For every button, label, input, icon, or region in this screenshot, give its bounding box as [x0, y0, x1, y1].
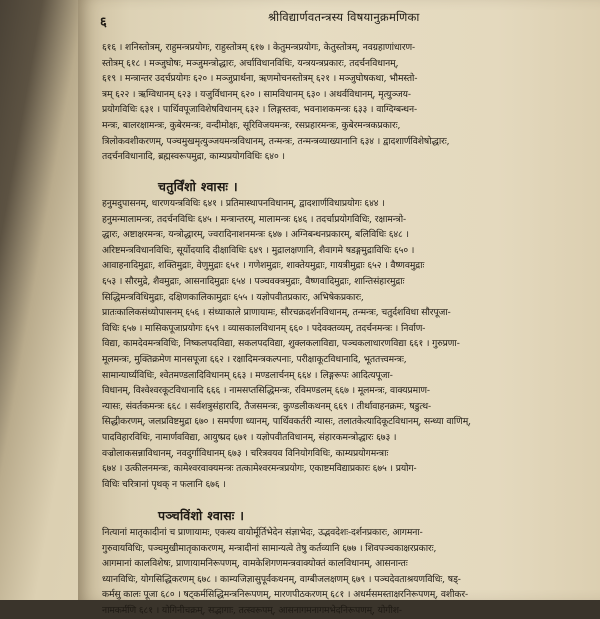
text-line: न्यासः, संवर्तकमन्त्रः ६६८ । सर्वशत्रुसंहारादि, तैजसमन्त्रः, कुण्डलीकथनम् ६६९ । तीर्थावाहनक्रमः, षडुत्थ-: [102, 400, 432, 412]
text-line: ६१६ । शनिस्तोत्रम्, राहुमन्त्रप्रयोगः, राहुस्तोत्रम् ६१७ । केतुमन्त्रप्रयोगः, केतुस्तोत्रम्, नवग्रहाणांधारण-: [102, 42, 416, 53]
text-line: अरिष्टमन्त्रविधानविधिः, सूर्योदयादि दीक्षाविधिः ६४९ । मुद्रालक्षणानि, शैवागमे षडङ्गमुद्राविधिः ६५० ।: [102, 244, 415, 256]
text-line: गुरुवायविधिः, पञ्चमुखीमातृकाकरणम्, मन्त्रादीनां सामान्यत्वे तेषु कर्तव्यानि ६७७ । शिवपञ्चकाक्षरप्रकारः,: [102, 542, 437, 554]
text-line: स्तोत्रम् ६१८ । मञ्जुघोषः, मञ्जुमन्त्रोद्धारः, अर्चाविधानविधिः, यन्त्रयन्त्रप्रकारः, तदर्चनविधानम्,: [102, 57, 399, 69]
text-line: प्रातःकालिकसंध्योपासनम् ६५६ । संध्याकाले प्राणायामः, सौरचक्रदर्शनविधानम्, तन्मन्त्रः, चतुर्दशविधा सौरपूजा-: [102, 307, 451, 319]
section-heading-25: पञ्चविंशो श्वासः ।: [158, 508, 245, 523]
text-line: सिद्धिमन्त्रविधिमुद्राः, दक्षिणकालिकामुद्राः ६५५ । यज्ञोपवीतप्रकारः, अभिषेकप्रकारः,: [102, 291, 364, 303]
text-line: नित्यानां मातृकादीनां च प्राणायामः, एकस्य वायोर्मूर्तिभेदेन संज्ञाभेदः, उद्भवदेशः-दर्शनप्रकारः, आगमना-: [102, 527, 423, 538]
text-line: सिद्धीकरणम्, जलप्रविष्टमुद्रा ६७० । समर्पणा ध्यानम्, पार्थिवकर्तरी न्यासः, तलातकेत्यादिकूटविधानम्, सन्ध्या वाणिम्,: [102, 416, 471, 428]
text-line: आगमानां कालविशेषः, प्राणायामनिरूपणम्, वामकेशिगणमन्त्रवाक्योक्तं कालविधानम्, आसनान्तः: [102, 558, 408, 570]
text-line: प्रयोगविधिः ६३१ । पार्थिवपूजाविशेषविधानम् ६३२ । लिङ्गस्तवः, भवनाशकमन्त्रः ६३३ । वाग्दिग्बन्धन-: [102, 104, 417, 116]
text-line: हनुमदुपासनम्, धारणयन्त्रविधिः ६४१ । प्रतिमास्थापनविधानम्, द्वादशार्णविधाप्रयोगः ६४४ ।: [102, 198, 385, 209]
text-line: विधिः चरित्रानां पृथक् न फलानि ६७६ ।: [102, 478, 226, 490]
section-24-text: [102, 196, 586, 492]
text-line: ध्यानविधिः, योगसिद्धिकरणम् ६७८ । काम्यजिज्ञासुपूर्वकथनम्, वाग्बीजलक्षणम् ६७९ । पञ्चदेवताश्रयणविधिः, षड्-: [102, 573, 461, 585]
text-line: मूलमन्त्रः, मुक्तिक्रमेण मानसपूजा ६६२ । रक्षादिमन्त्रकल्पनाः, परीक्षाकूटविधानादि, भूततत्त्वमन्त्रः,: [102, 353, 407, 365]
text-line: मन्त्रः, बालरक्षामन्त्रः, कुबेरमन्त्रः, वन्दीमोक्षः, सूरिविजयमन्त्रः, रसप्रहारमन्त्रः, कुबेरमन्त्रकप्रकारः,: [102, 119, 401, 131]
text-line: द्धारः, अष्टाक्षरमन्त्रः, यन्त्रोद्धारम्, ज्वरादिनाशनमन्त्रः ६४७ । अग्निबन्धनप्रकारम्, बलिविधिः ६४८ ।: [102, 229, 409, 241]
text-line: ६७४ । उत्कीलनमन्त्रः, कामेश्वरवाक्यमन्त्रः तत्कामेश्वरमन्त्रप्रयोगः, एकाष्टमविद्याप्रकारः ६७५ । प्रयोग-: [102, 463, 417, 475]
text-line: विधिः ६५७ । मासिकपूजाप्रयोगः ६५९ । व्यासकालविधानम् ६६० । पदेवक्तव्यम्, तदर्चनमन्त्रः । निर्वाण-: [102, 322, 426, 334]
text-line: त्रम् ६२२ । ऋग्विधानम् ६२३ । यजुर्विधानम् ६२० । सामविधानम् ६३० । अथर्वविधानम्, मृत्युञ्जय-: [102, 88, 411, 100]
section-25-text: [102, 525, 586, 619]
text-line: विद्या, कामदेवमन्त्रविधिः, निष्कलपदविद्या, सकलपदविद्या, शुक्लकलाविद्या, पञ्चकलाधारणविद्या ६६१ । गुरुप्रणा-: [102, 338, 460, 350]
text-line: पादविहारविधिः, नामार्णवविद्या, आयुष्प्रद ६७१ । यज्ञोपवीतविधानम्, संहारकमन्त्रोद्धारः ६७३ ।: [102, 431, 397, 443]
text-line: तदर्चनविधानादि, ब्रह्मस्वरूपमुद्रा, काम्यप्रयोगविधिः ६४० ।: [102, 151, 285, 163]
text-line: कर्मसु कालः पूजा ६८० । षट्कर्मसिद्धिमन्त्रनिरूपणम्, मारणपीठकरणम् ६८१ । अधर्मसमस्ताक्षरनिरूपणम्, वशीकर-: [102, 589, 468, 601]
text-line: ६१९ । मन्त्रान्तर उदर्चप्रयोगः ६२० । मञ्जुप्रार्थना, ऋणमोचनस्तोत्रम् ६२१ । मञ्जुघोषकथा, भौमस्तो-: [102, 73, 418, 85]
book-page: [78, 0, 600, 616]
text-line: ६५३ । सौरमुद्रे, शैवमुद्राः, आसनादिमुद्राः ६५४ । पञ्चवक्त्रमुद्राः, वैष्णवादिमुद्राः, शान्तिसंहारमुद्राः: [102, 275, 405, 287]
text-line: आवाहनादिमुद्राः, शक्तिमुद्राः, वेणुमुद्राः ६५१ । गणेशमुद्राः, शाक्तेयमुद्राः, गायत्रीमुद्राः ६५२ । वैष्णवमुद्राः: [102, 260, 425, 272]
text-line: सामान्यार्घ्यविधिः, श्वेतमण्डलादिविधानम् ६६३ । मण्डलार्चनम् ६६४ । लिङ्गरूपः आदित्यपूजा-: [102, 369, 393, 381]
text-line: वज्रोलाकसन्नाविधानम्, नवदुर्गाविधानम् ६७३ । चरित्रवयव विनियोगविधिः, काम्यप्रयोगमन्त्राः: [102, 447, 389, 459]
section-intro-text: [102, 40, 586, 165]
text-line: नामकर्मणि ६८१ । योगिनीचक्रम्, सद्भागाः, तत्स्वरूपम्, आसनागमनागमभेदनिरूपणम्, योगीश-: [102, 604, 402, 616]
text-line: हनुमन्मालामन्त्रः, तदर्चनविधिः ६४५ । मन्त्रान्तरम्, मालामन्त्रः ६४६ । तदर्चाप्रयोगविधिः, रक्षामन्त्रो-: [102, 213, 406, 225]
page-number: ६: [100, 15, 107, 30]
section-heading-24: चतुर्विंशो श्वासः ।: [158, 179, 238, 194]
running-title: श्रीविद्यार्णवतन्त्रस्य विषयानुक्रमणिका: [268, 10, 420, 24]
text-line: त्रिलोकवशीकरणम्, पञ्चमुखमृत्युञ्जयमन्त्रविधानम्, तन्मन्त्रः, तन्मन्त्रव्याख्यानानि ६३४ । द्वादशार्णविशेषोद्धारः,: [102, 135, 450, 147]
text-line: विधानम्, विश्वेश्वरकूटविधानादि ६६६ । नामसप्तसिद्धिमन्त्रः, रविमण्डलम् ६६७ । मूलमन्त्रः, वाक्यप्रमाण-: [102, 385, 430, 397]
